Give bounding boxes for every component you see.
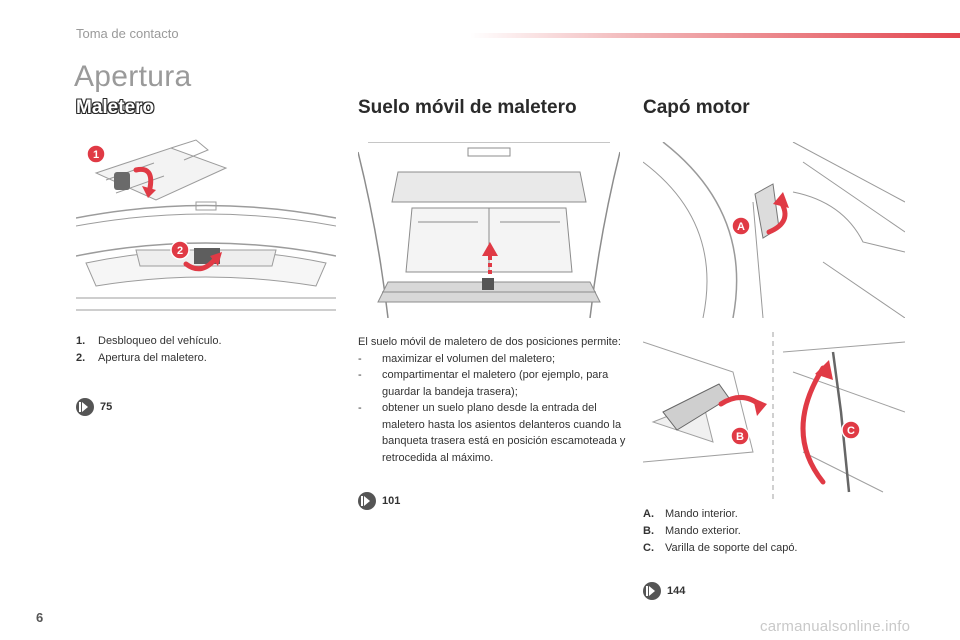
illustration-maletero bbox=[76, 138, 336, 318]
legend-item bbox=[643, 523, 798, 540]
header-red-rule bbox=[470, 33, 960, 38]
bullet-dash: - bbox=[358, 369, 362, 381]
callout-B: B bbox=[736, 431, 744, 443]
arrow-right-circle-icon bbox=[643, 582, 661, 600]
ref-page-number: 101 bbox=[382, 495, 401, 507]
ref-link-capo[interactable] bbox=[643, 582, 685, 600]
bullet-text: obtener un suelo plano desde la entrada del maletero hasta los asientos delanteros cuando la banqueta trasera está en posición escamoteada y retrocedida al máximo. bbox=[382, 402, 626, 464]
maletero-legend bbox=[76, 333, 222, 367]
legend-key: C. bbox=[643, 542, 654, 554]
legend-text: Apertura del maletero. bbox=[98, 352, 207, 364]
ref-link-maletero[interactable] bbox=[76, 398, 112, 416]
heading-capo-motor: Capó motor bbox=[643, 97, 750, 118]
list-item bbox=[358, 400, 628, 466]
list-item bbox=[358, 367, 628, 400]
legend-key: 2. bbox=[76, 352, 86, 364]
bullet-dash: - bbox=[358, 352, 362, 365]
callout-1: 1 bbox=[92, 149, 100, 161]
bullet-dash: - bbox=[358, 402, 362, 414]
watermark: carmanualsonline.info bbox=[760, 618, 911, 635]
ref-link-suelo[interactable] bbox=[358, 492, 400, 510]
legend-item bbox=[76, 350, 222, 367]
bullet-text: compartimentar el maletero (por ejemplo, para guardar la bandeja trasera); bbox=[382, 369, 609, 398]
list-item bbox=[358, 351, 628, 368]
ref-page-number: 144 bbox=[667, 585, 686, 597]
suelo-intro: El suelo móvil de maletero de dos posiciones permite: bbox=[358, 336, 621, 348]
illustration-capo-interior bbox=[643, 142, 905, 318]
callout-2: 2 bbox=[176, 245, 184, 257]
ref-page-number: 75 bbox=[100, 401, 113, 413]
page-number: 6 bbox=[36, 610, 44, 625]
arrow-right-circle-icon bbox=[76, 398, 94, 416]
legend-key: A. bbox=[643, 508, 654, 520]
page-title: Apertura bbox=[74, 60, 192, 93]
legend-text: Mando exterior. bbox=[665, 525, 741, 537]
legend-key: B. bbox=[643, 525, 654, 537]
illustration-suelo-movil bbox=[358, 142, 620, 318]
capo-legend bbox=[643, 506, 798, 557]
heading-maletero: Maletero bbox=[76, 97, 155, 118]
legend-item bbox=[76, 333, 222, 350]
legend-item bbox=[643, 540, 798, 557]
bullet-text: maximizar el volumen del maletero; bbox=[382, 352, 556, 365]
heading-suelo-movil: Suelo móvil de maletero bbox=[358, 97, 577, 118]
callout-A: A bbox=[737, 221, 745, 233]
arrow-right-circle-icon bbox=[358, 492, 376, 510]
legend-text: Mando interior. bbox=[665, 508, 738, 520]
callout-C: C bbox=[847, 425, 855, 437]
legend-text: Varilla de soporte del capó. bbox=[665, 542, 798, 554]
suelo-description bbox=[358, 334, 628, 466]
legend-item bbox=[643, 506, 798, 523]
header-section-title: Toma de contacto bbox=[76, 26, 179, 41]
legend-key: 1. bbox=[76, 335, 86, 347]
legend-text: Desbloqueo del vehículo. bbox=[98, 335, 222, 347]
illustration-capo-exterior bbox=[643, 332, 905, 500]
